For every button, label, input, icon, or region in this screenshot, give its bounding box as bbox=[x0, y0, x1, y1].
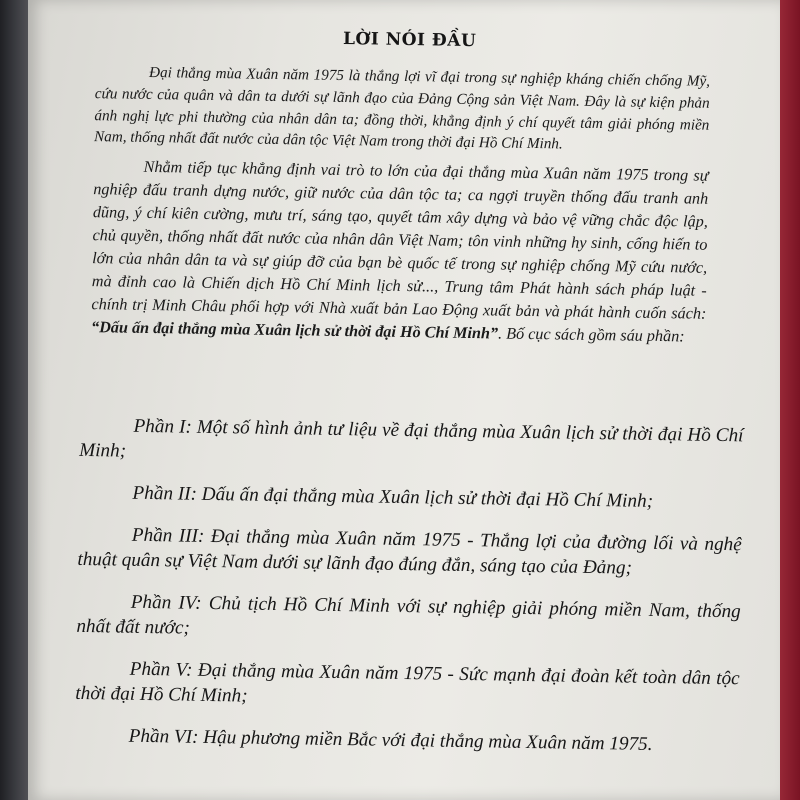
list-item: Phần V: Đại thắng mùa Xuân năm 1975 - Sức mạnh đại đoàn kết toàn dân tộc thời đại Hồ Chí Minh; bbox=[75, 658, 740, 707]
book-page bbox=[28, 0, 780, 800]
preface-paragraph-1: Đại thắng mùa Xuân năm 1975 là thắng lợi vĩ đại trong sự nghiệp kháng chiến chống Mỹ, cứu nước của quân và dân ta dưới sự lãnh đạo của Đảng Cộng sản Việt Nam. Đây là sự kiện phản ánh nghị lực phi thường của nhân dân ta; đồng thời, khẳng định ý chí quyết tâm giải phóng miền Nam, thống nhất đất nước của dân tộc Việt Nam trong thời đại Hồ Chí Minh. bbox=[93, 63, 711, 153]
book-title: “Dấu ấn đại thắng mùa Xuân lịch sử thời đại Hồ Chí Minh” bbox=[90, 318, 499, 343]
page-content bbox=[28, 0, 780, 800]
page-title: LỜI NÓI ĐẦU bbox=[342, 28, 477, 52]
list-item: Phần III: Đại thắng mùa Xuân năm 1975 - Thắng lợi của đường lối và nghệ thuật quân sự Việt Nam dưới sự lãnh đạo đúng đắn, sáng tạo của Đảng; bbox=[77, 524, 742, 579]
book-parts-list bbox=[74, 413, 743, 775]
preface-body bbox=[91, 61, 710, 359]
list-item: Phần IV: Chủ tịch Hồ Chí Minh với sự nghiệp giải phóng miền Nam, thống nhất đất nước; bbox=[76, 591, 741, 639]
paragraph-2-text: Nhằm tiếp tục khẳng định vai trò to lớn của đại thắng mùa Xuân năm 1975 trong sự nghiệp đấu tranh dựng nước, giữ nước của dân tộc ta; ca ngợi truyền thống đấu tranh anh dũng, ý chí kiên cường, mưu trí, sáng tạo, quyết tâm xây dựng và bảo vệ vững chắc độc lập, chủ quyền, thống nhất đất nước của nhân dân Việt Nam; tôn vinh những hy sinh, cống hiến to lớn của nhân dân ta và sự giúp đỡ của bạn bè quốc tế trong sự nghiệp chống Mỹ cứu nước, mà đỉnh cao là Chiến dịch Hồ Chí Minh lịch sử..., Trung tâm Phát hành sách pháp luật - chính trị Minh Châu phối hợp với Nhà xuất bản Lao Động xuất bản và phát hành cuốn sách: bbox=[91, 158, 709, 323]
preface-paragraph-2 bbox=[91, 155, 709, 349]
paragraph-2-ending: . Bố cục sách gồm sáu phần: bbox=[497, 324, 685, 346]
list-item: Phần VI: Hậu phương miền Bắc với đại thắng mùa Xuân năm 1975. bbox=[128, 725, 653, 755]
list-item: Phần II: Dấu ấn đại thắng mùa Xuân lịch sử thời đại Hồ Chí Minh; bbox=[132, 482, 654, 512]
list-item: Phần I: Một số hình ảnh tư liệu về đại thắng mùa Xuân lịch sử thời đại Hồ Chí Minh; bbox=[79, 415, 744, 462]
